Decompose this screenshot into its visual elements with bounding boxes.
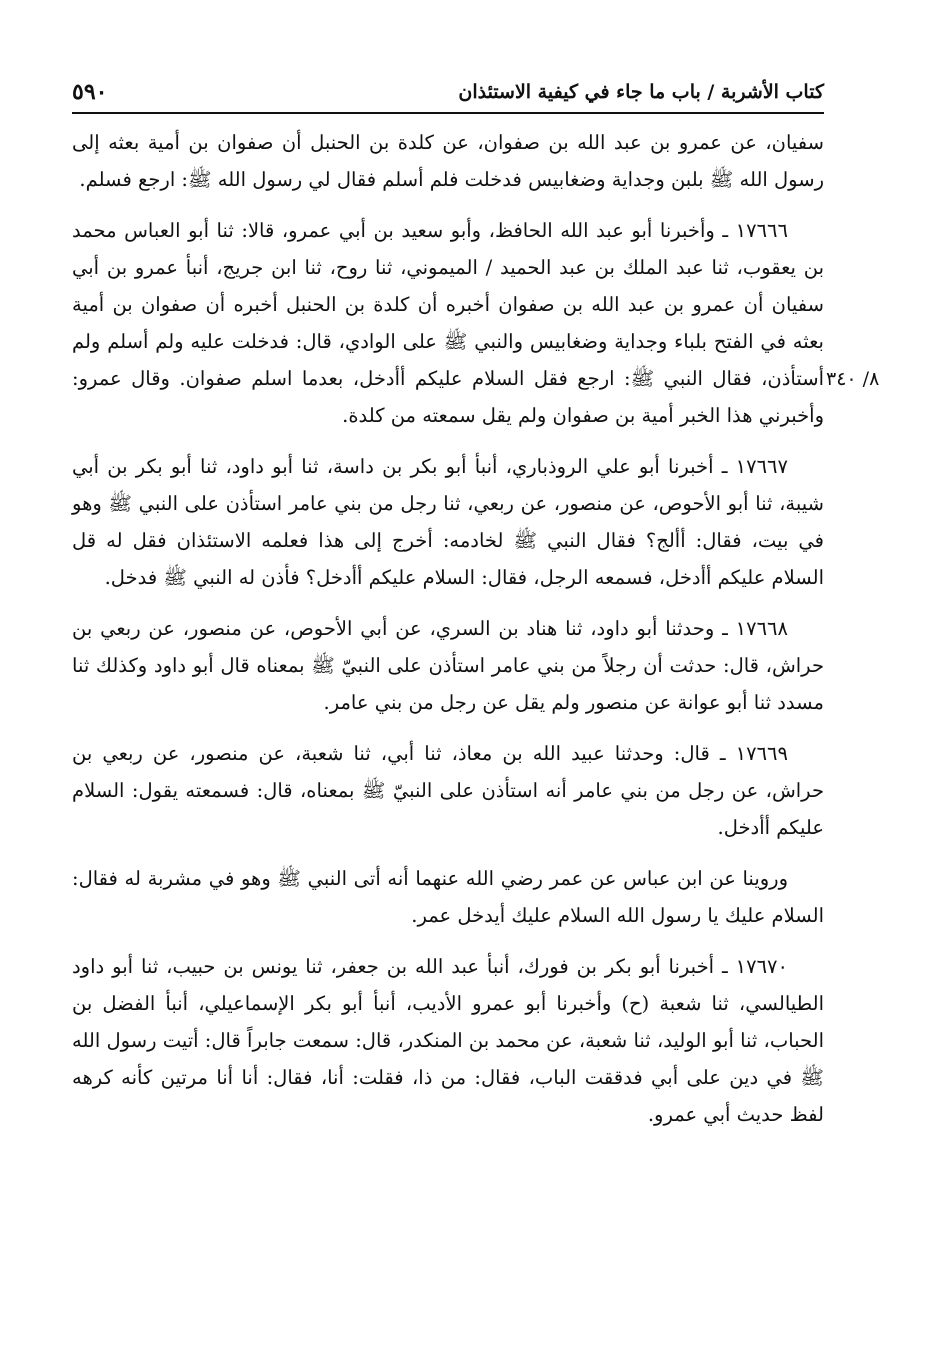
page-number: ٥٩٠ <box>72 79 108 105</box>
hadith-17668: ١٧٦٦٨ ـ وحدثنا أبو داود، ثنا هناد بن السري، عن أبي الأحوص، عن منصور، عن ربعي بن حراش، قال: حدثت أن رجلاً من بني عامر استأذن على النبيّ ﷺ بمعناه قال أبو داود وكذلك ثنا مسدد ثنا أبو عوانة عن منصور ولم يقل عن رجل من بني عامر. <box>72 617 824 714</box>
hadith-17670: ١٧٦٧٠ ـ أخبرنا أبو بكر بن فورك، أنبأ عبد الله بن جعفر، ثنا يونس بن حبيب، ثنا أبو داود الطيالسي، ثنا شعبة (ح) وأخبرنا أبو عمرو الأديب، أنبأ أبو بكر الإسماعيلي، أنبأ الفضل بن الحباب، ثنا أبو الوليد، ثنا شعبة، عن محمد بن المنكدر، قال: سمعت جابراً قال: أتيت رسول الله ﷺ في دين على أبي فدققت الباب، فقال: من ذا، فقلت: أنا، فقال: أنا أنا مرتين كأنه كرهه لفظ حديث أبي عمرو. <box>72 955 824 1126</box>
page <box>72 72 880 1147</box>
hadith-17667: ١٧٦٦٧ ـ أخبرنا أبو علي الروذباري، أنبأ أبو بكر بن داسة، ثنا أبو داود، ثنا أبو بكر بن أبي شيبة، ثنا أبو الأحوص، عن منصور، عن ربعي، ثنا رجل من بني عامر استأذن على النبي ﷺ وهو في بيت، فقال: أألج؟ فقال النبي ﷺ لخادمه: أخرج إلى هذا فعلمه الاستئذان فقل له قل السلام عليكم أأدخل، فسمعه الرجل، فقال: السلام عليكم أأدخل؟ فأذن له النبي ﷺ فدخل. <box>72 455 824 589</box>
page-body <box>72 124 824 1133</box>
hadith-17669: ١٧٦٦٩ ـ قال: وحدثنا عبيد الله بن معاذ، ثنا أبي، ثنا شعبة، عن منصور، عن ربعي بن حراش، عن رجل من بني عامر أنه استأذن على النبيّ ﷺ بمعناه، قال: فسمعته يقول: السلام عليكم أأدخل. <box>72 742 824 839</box>
margin-reference: ٨/ ٣٤٠ <box>826 368 880 390</box>
paragraph-continuation: سفيان، عن عمرو بن عبد الله بن صفوان، عن كلدة بن الحنبل أن صفوان بن أمية بعثه إلى رسول الله ﷺ بلبن وجداية وضغابيس فدخلت فلم أسلم فقال لي رسول الله ﷺ: ارجع فسلم. <box>72 131 824 191</box>
page-header <box>72 72 824 114</box>
running-title: كتاب الأشربة / باب ما جاء في كيفية الاستئذان <box>458 81 824 103</box>
hadith-17666: ١٧٦٦٦ ـ وأخبرنا أبو عبد الله الحافظ، وأبو سعيد بن أبي عمرو، قالا: ثنا أبو العباس محمد بن يعقوب، ثنا عبد الملك بن عبد الحميد / الميموني، ثنا روح، ثنا ابن جريج، أنبأ عمرو بن أبي سفيان أن عمرو بن عبد الله بن صفوان أخبره أن كلدة بن الحنبل أخبره أن صفوان بن أمية بعثه في الفتح بلباء وجداية وضغابيس والنبي ﷺ على الوادي، قال: فدخلت عليه ولم أسلم ولم أستأذن، فقال النبي ﷺ: ارجع فقل السلام عليكم أأدخل، بعدما اسلم صفوان. وقال عمرو: وأخبرني هذا الخبر أمية بن صفوان ولم يقل سمعته من كلدة. <box>72 219 824 427</box>
narration-ibn-abbas: وروينا عن ابن عباس عن عمر رضي الله عنهما أنه أتى النبي ﷺ وهو في مشربة له فقال: السلام عليك يا رسول الله السلام عليك أيدخل عمر. <box>72 867 824 927</box>
